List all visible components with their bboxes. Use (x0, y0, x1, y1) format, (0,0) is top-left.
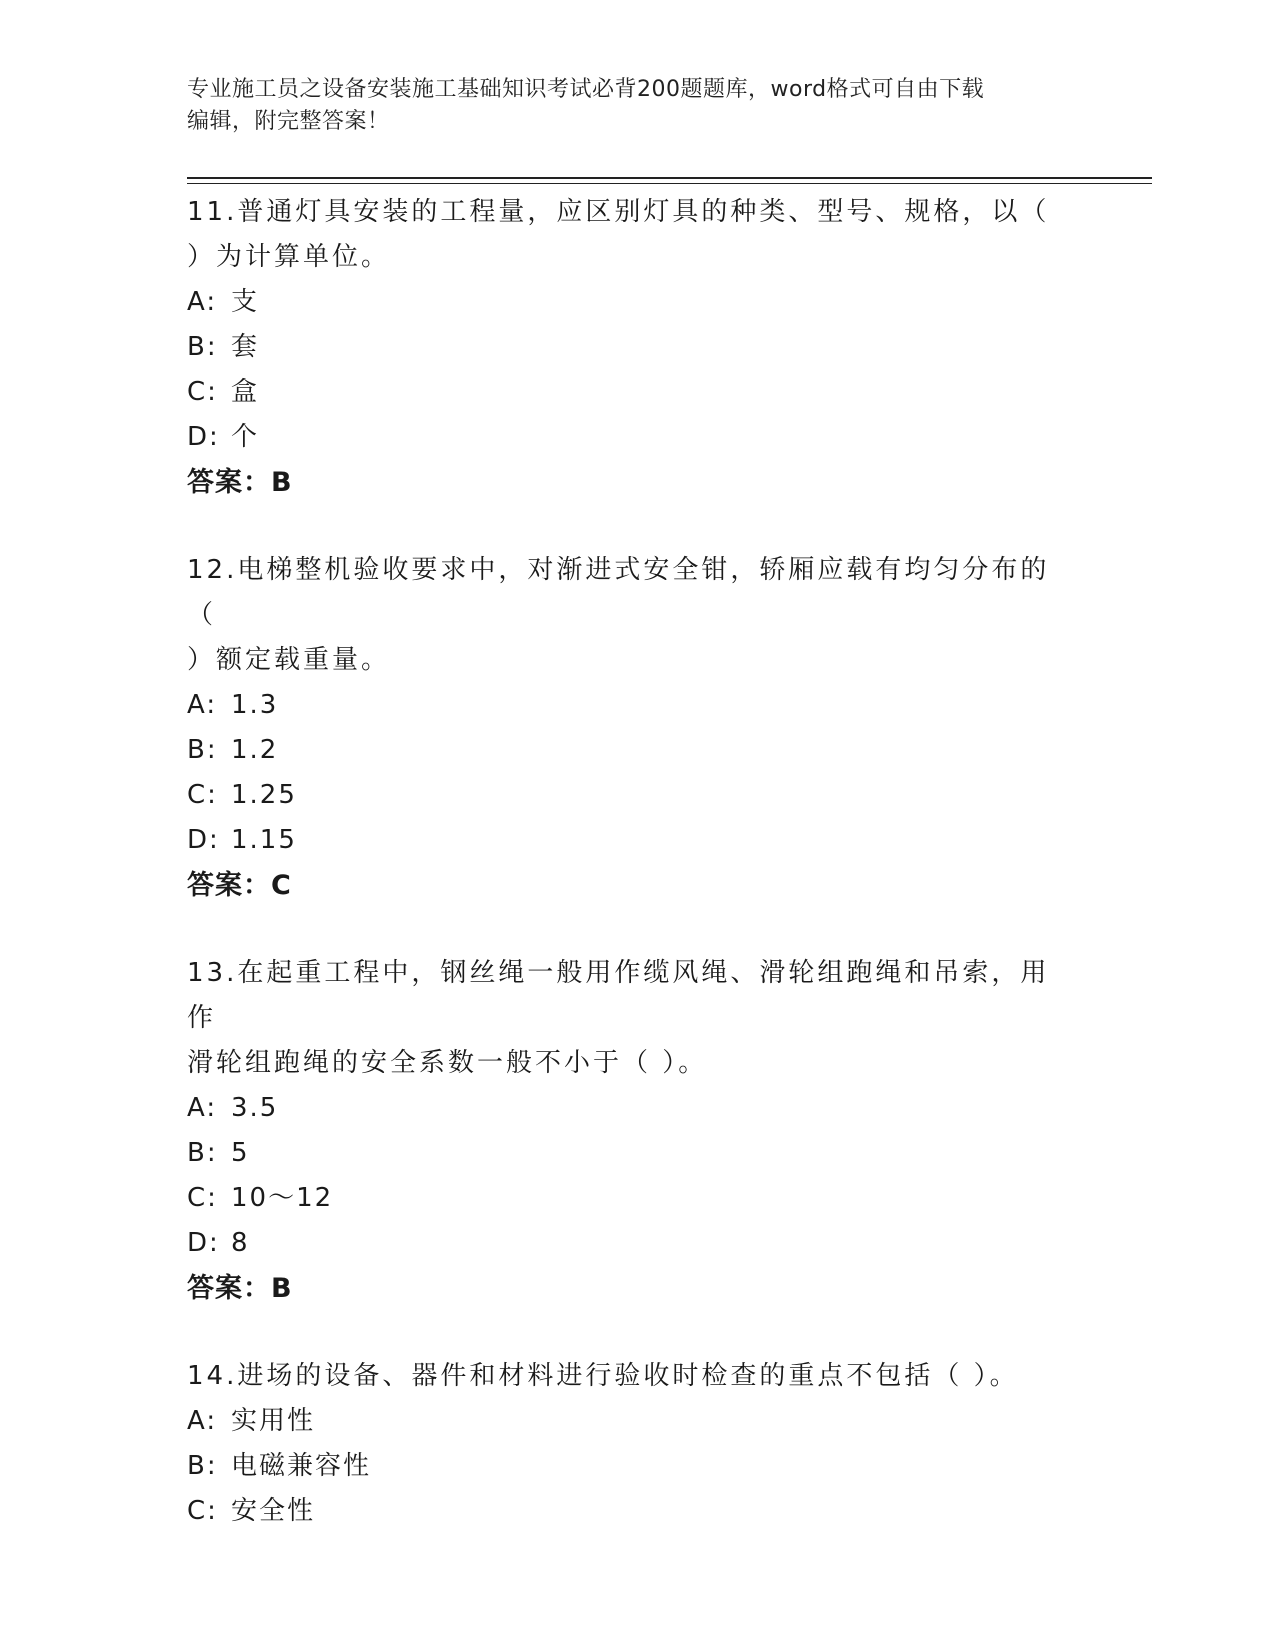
header-divider-thick (187, 177, 1152, 179)
question-14 (187, 1354, 1087, 1534)
option-c (187, 773, 1087, 818)
option-b (187, 1444, 1087, 1489)
option-letter: A: (187, 1406, 218, 1436)
option-d (187, 818, 1087, 863)
question-stem (187, 951, 1067, 1086)
option-letter: A: (187, 1093, 218, 1123)
question-stem (187, 1354, 1067, 1399)
option-text: 实用性 (231, 1406, 316, 1436)
option-letter: D: (187, 825, 220, 855)
answer-label: 答案：B (187, 1273, 293, 1304)
question-stem-line: 12.电梯整机验收要求中，对渐进式安全钳，轿厢应载有均匀分布的（ (187, 555, 1050, 630)
option-letter: B: (187, 735, 218, 765)
option-letter: A: (187, 690, 218, 720)
question-stem-line: 13.在起重工程中，钢丝绳一般用作缆风绳、滑轮组跑绳和吊索，用作 (187, 958, 1050, 1033)
option-text: 5 (231, 1138, 250, 1168)
option-text: 1.3 (231, 690, 279, 720)
option-letter: B: (187, 332, 218, 362)
option-letter: C: (187, 1183, 218, 1213)
question-12 (187, 548, 1087, 908)
question-stem-line: ）额定载重量。 (187, 645, 391, 675)
option-d (187, 415, 1087, 460)
question-11 (187, 190, 1087, 505)
option-c (187, 370, 1087, 415)
option-letter: B: (187, 1138, 218, 1168)
header-divider-thin (187, 183, 1152, 184)
option-text: 盒 (231, 377, 260, 407)
option-a (187, 280, 1087, 325)
option-a (187, 1399, 1087, 1444)
option-letter: D: (187, 422, 220, 452)
question-13 (187, 951, 1087, 1311)
option-a (187, 1086, 1087, 1131)
option-text: 安全性 (231, 1496, 316, 1526)
option-letter: C: (187, 377, 218, 407)
option-letter: A: (187, 287, 218, 317)
answer-label: 答案：B (187, 467, 293, 498)
option-letter: B: (187, 1451, 218, 1481)
answer-label: 答案：C (187, 870, 292, 901)
option-text: 3.5 (231, 1093, 279, 1123)
option-d (187, 1221, 1087, 1266)
question-list (187, 190, 1087, 1577)
option-b (187, 728, 1087, 773)
question-stem-line: ）为计算单位。 (187, 242, 391, 272)
option-c (187, 1489, 1087, 1534)
option-text: 套 (231, 332, 260, 362)
option-text: 1.15 (231, 825, 297, 855)
option-text: 电磁兼容性 (231, 1451, 372, 1481)
option-a (187, 683, 1087, 728)
option-c (187, 1176, 1087, 1221)
header-line-1: 专业施工员之设备安装施工基础知识考试必背200题题库，word格式可自由下载 (187, 77, 985, 102)
header-line-2: 编辑，附完整答案！ (187, 109, 390, 134)
document-header (187, 74, 1067, 138)
question-stem-line: 14.进场的设备、器件和材料进行验收时检查的重点不包括（ ）。 (187, 1361, 1019, 1391)
question-stem-line: 11.普通灯具安装的工程量，应区别灯具的种类、型号、规格，以（ (187, 197, 1050, 227)
option-text: 10～12 (231, 1183, 334, 1213)
option-text: 8 (231, 1228, 250, 1258)
option-letter: D: (187, 1228, 220, 1258)
question-stem (187, 548, 1067, 683)
option-text: 1.2 (231, 735, 279, 765)
option-text: 支 (231, 287, 260, 317)
question-stem-line: 滑轮组跑绳的安全系数一般不小于（ ）。 (187, 1048, 708, 1078)
option-b (187, 1131, 1087, 1176)
option-letter: C: (187, 780, 218, 810)
question-stem (187, 190, 1067, 280)
option-letter: C: (187, 1496, 218, 1526)
option-b (187, 325, 1087, 370)
option-text: 1.25 (231, 780, 297, 810)
option-text: 个 (231, 422, 260, 452)
